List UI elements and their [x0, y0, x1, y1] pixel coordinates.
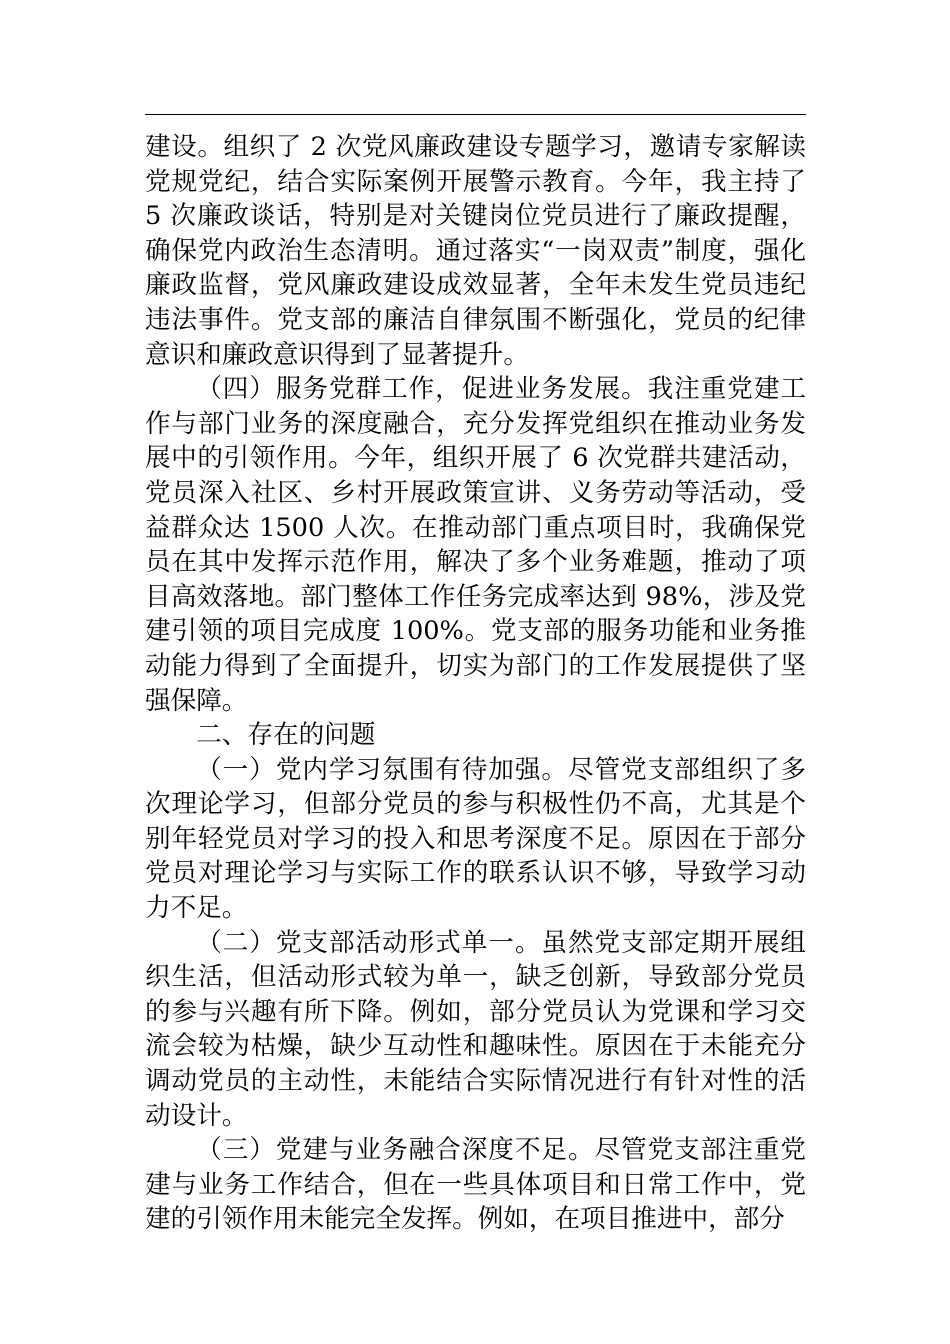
section-heading-problems: 二、存在的问题: [196, 720, 376, 751]
document-body: [145, 130, 806, 1237]
paragraph-problem-2: （二）党支部活动形式单一。虽然党支部定期开展组织生活，但活动形式较为单一，缺乏创新，导致部分党员的参与兴趣有所下降。例如，部分党员认为党课和学习交流会较为枯燥，缺少互动性和趣味性。原因在于未能充分调动党员的主动性，未能结合实际情况进行有针对性的活动设计。: [145, 927, 806, 1131]
paragraph-section-4: （四）服务党群工作，促进业务发展。我注重党建工作与部门业务的深度融合，充分发挥党组织在推动业务发展中的引领作用。今年，组织开展了 6 次党群共建活动，党员深入社区、乡村开展政策宣讲、义务劳动等活动，受益群众达 1500 人次。在推动部门重点项目时，我确保党员在其中发挥示范作用，解决了多个业务难题，推动了项目高效落地。部门整体工作任务完成率达到 98%，涉及党建引领的项目完成度 100%。党支部的服务功能和业务推动能力得到了全面提升，切实为部门的工作发展提供了坚强保障。: [145, 374, 806, 716]
paragraph-continuation: 建设。组织了 2 次党风廉政建设专题学习，邀请专家解读党规党纪，结合实际案例开展警示教育。今年，我主持了 5 次廉政谈话，特别是对关键岗位党员进行了廉政提醒，确保党内政治生态清明。通过落实“一岗双责”制度，强化廉政监督，党风廉政建设成效显著，全年未发生党员违纪违法事件。党支部的廉洁自律氛围不断强化，党员的纪律意识和廉政意识得到了显著提升。: [145, 132, 806, 370]
paragraph-problem-1: （一）党内学习氛围有待加强。尽管党支部组织了多次理论学习，但部分党员的参与积极性仍不高，尤其是个别年轻党员对学习的投入和思考深度不足。原因在于部分党员对理论学习与实际工作的联系认识不够，导致学习动力不足。: [145, 754, 806, 924]
header-rule: [145, 114, 806, 115]
paragraph-problem-3: （三）党建与业务融合深度不足。尽管党支部注重党建与业务工作结合，但在一些具体项目和日常工作中，党建的引领作用未能完全发挥。例如，在项目推进中，部分: [145, 1135, 806, 1235]
